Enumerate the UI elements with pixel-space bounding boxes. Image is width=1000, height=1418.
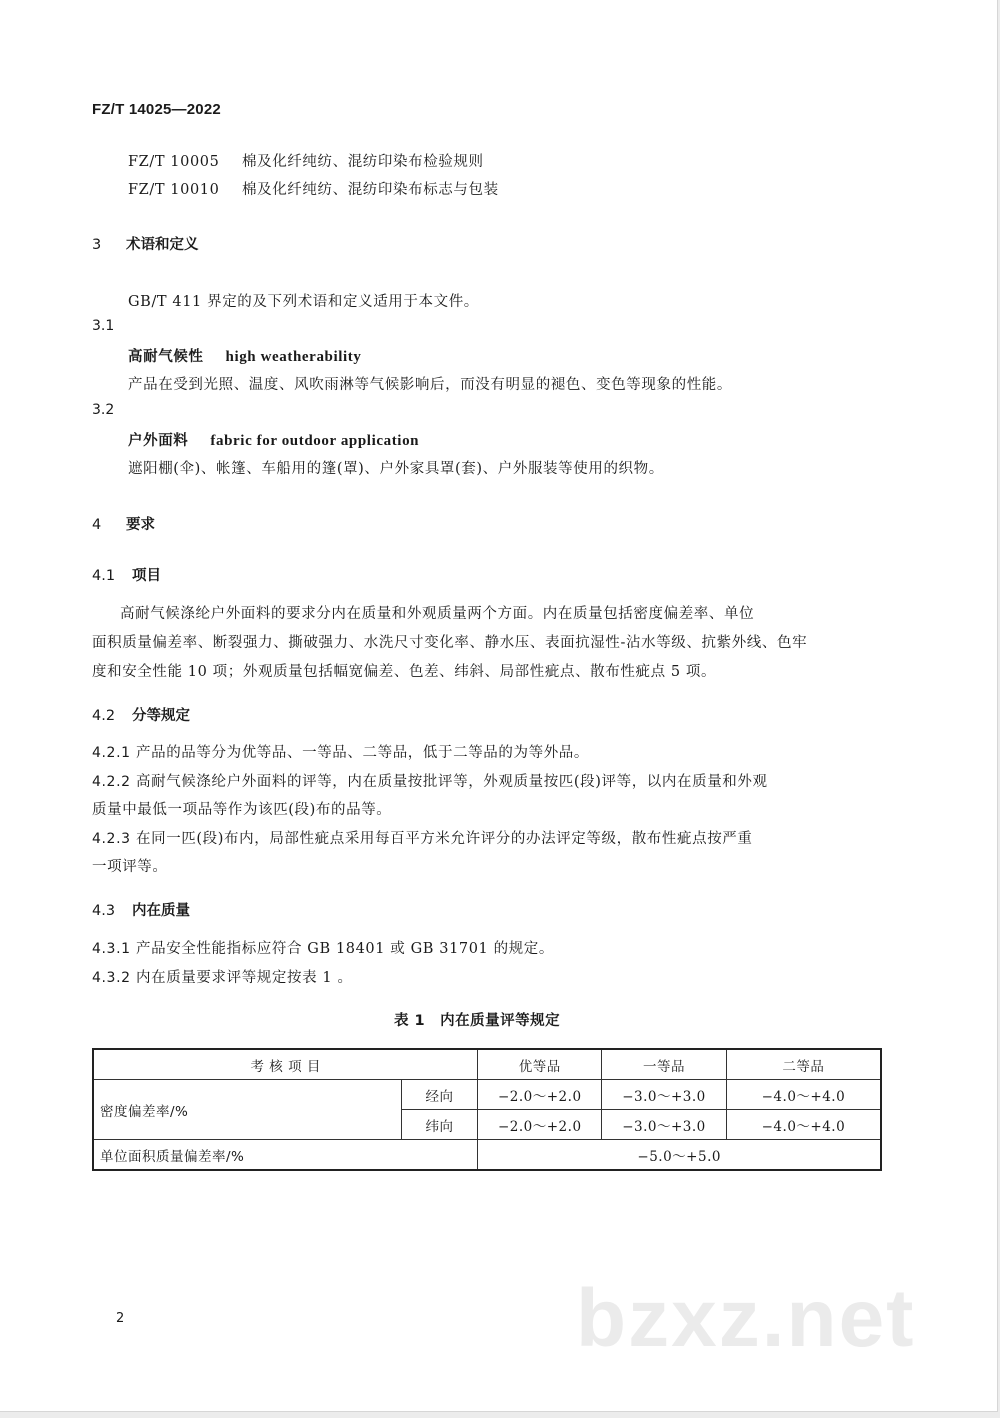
subsection-heading [92,564,161,585]
section-title: 术语和定义 [126,237,199,253]
paragraph-line: 高耐气候涤纶户外面料的要求分内在质量和外观质量两个方面。内在质量包括密度偏差率、单位 [120,606,755,622]
reference-code: FZ/T 10010 [128,182,220,198]
paragraph: GB/T 411 界定的及下列术语和定义适用于本文件。 [128,294,479,310]
clause-number: 4.2.2 [92,774,131,790]
clause [92,770,768,791]
section-heading [92,233,199,254]
clause [92,741,589,762]
term-heading [128,345,362,366]
subsection-title: 项目 [132,568,161,584]
table-caption: 表 1 内在质量评等规定 [394,1013,561,1029]
clause-text: 产品的品等分为优等品、一等品、二等品，低于二等品的为等外品。 [136,745,589,761]
header-item: 考 核 项 目 [93,1049,478,1080]
quality-grading-table [92,1048,882,1171]
row-label-density: 密度偏差率/% [93,1080,401,1140]
clause-continuation: 一项评等。 [92,859,168,875]
subsection-number: 4.1 [92,568,116,584]
cell-value: −4.0～+4.0 [726,1080,881,1110]
term-heading [128,429,419,450]
header-grade-second: 二等品 [726,1049,881,1080]
clause-number: 4.3.2 [92,970,131,986]
cell-value: −2.0～+2.0 [478,1080,602,1110]
clause-number: 4.3.1 [92,941,131,957]
reference-code: FZ/T 10005 [128,154,220,170]
term-number: 3.2 [92,402,115,418]
subsection-heading [92,704,190,725]
term-definition: 产品在受到光照、温度、风吹雨淋等气候影响后，而没有明显的褪色、变色等现象的性能。 [128,377,732,393]
clause-text: 高耐气候涤纶户外面料的评等，内在质量按批评等，外观质量按匹(段)评等，以内在质量和外观 [136,774,768,790]
reference-item [128,178,499,199]
cell-value: −4.0～+4.0 [726,1110,881,1140]
table-row [93,1140,881,1171]
clause-number: 4.2.3 [92,831,131,847]
term-en: high weatherability [225,349,362,365]
watermark: bzxz.net [576,1273,916,1364]
header-grade-first: 一等品 [602,1049,727,1080]
clause [92,966,353,987]
subsection-heading [92,899,190,920]
term-definition: 遮阳棚(伞)、帐篷、车船用的篷(罩)、户外家具罩(套)、户外服装等使用的织物。 [128,461,664,477]
cell-value: −3.0～+3.0 [602,1080,727,1110]
reference-title: 棉及化纤纯纺、混纺印染布检验规则 [242,154,484,170]
section-number: 3 [92,237,102,253]
section-title: 要求 [126,517,155,533]
paragraph-line: 面积质量偏差率、断裂强力、撕破强力、水洗尺寸变化率、静水压、表面抗湿性-沾水等级、抗紫外线、色牢 [92,635,808,651]
clause-text: 内在质量要求评等规定按表 1 。 [136,970,353,986]
table-row [93,1080,881,1110]
clause-number: 4.2.1 [92,745,131,761]
subsection-title: 分等规定 [132,708,190,724]
row-sublabel-weft: 纬向 [401,1110,478,1140]
row-label-mass-per-area: 单位面积质量偏差率/% [93,1140,478,1171]
subsection-number: 4.3 [92,903,116,919]
section-number: 4 [92,517,102,533]
cell-value: −3.0～+3.0 [602,1110,727,1140]
term-number: 3.1 [92,318,115,334]
standard-id: FZ/T 14025—2022 [92,101,221,118]
term-en: fabric for outdoor application [210,433,420,449]
clause-text: 产品安全性能指标应符合 GB 18401 或 GB 31701 的规定。 [136,941,554,957]
section-heading [92,513,155,534]
header-grade-superior: 优等品 [478,1049,602,1080]
table-header-row [93,1049,881,1080]
term-zh: 高耐气候性 [128,348,204,365]
clause-text: 在同一匹(段)布内，局部性疵点采用每百平方米允许评分的办法评定等级，散布性疵点按严重 [136,831,753,847]
term-zh: 户外面料 [128,432,189,449]
subsection-title: 内在质量 [132,903,190,919]
subsection-number: 4.2 [92,708,116,724]
row-sublabel-warp: 经向 [401,1080,478,1110]
page-number: 2 [116,1311,125,1326]
clause [92,937,554,958]
paragraph-line: 度和安全性能 10 项；外观质量包括幅宽偏差、色差、纬斜、局部性疵点、散布性疵点 5 项。 [92,664,717,680]
clause [92,827,753,848]
cell-value: −2.0～+2.0 [478,1110,602,1140]
cell-value-merged: −5.0～+5.0 [478,1140,881,1171]
reference-item [128,150,484,171]
reference-title: 棉及化纤纯纺、混纺印染布标志与包装 [242,182,499,198]
clause-continuation: 质量中最低一项品等作为该匹(段)布的品等。 [92,802,392,818]
